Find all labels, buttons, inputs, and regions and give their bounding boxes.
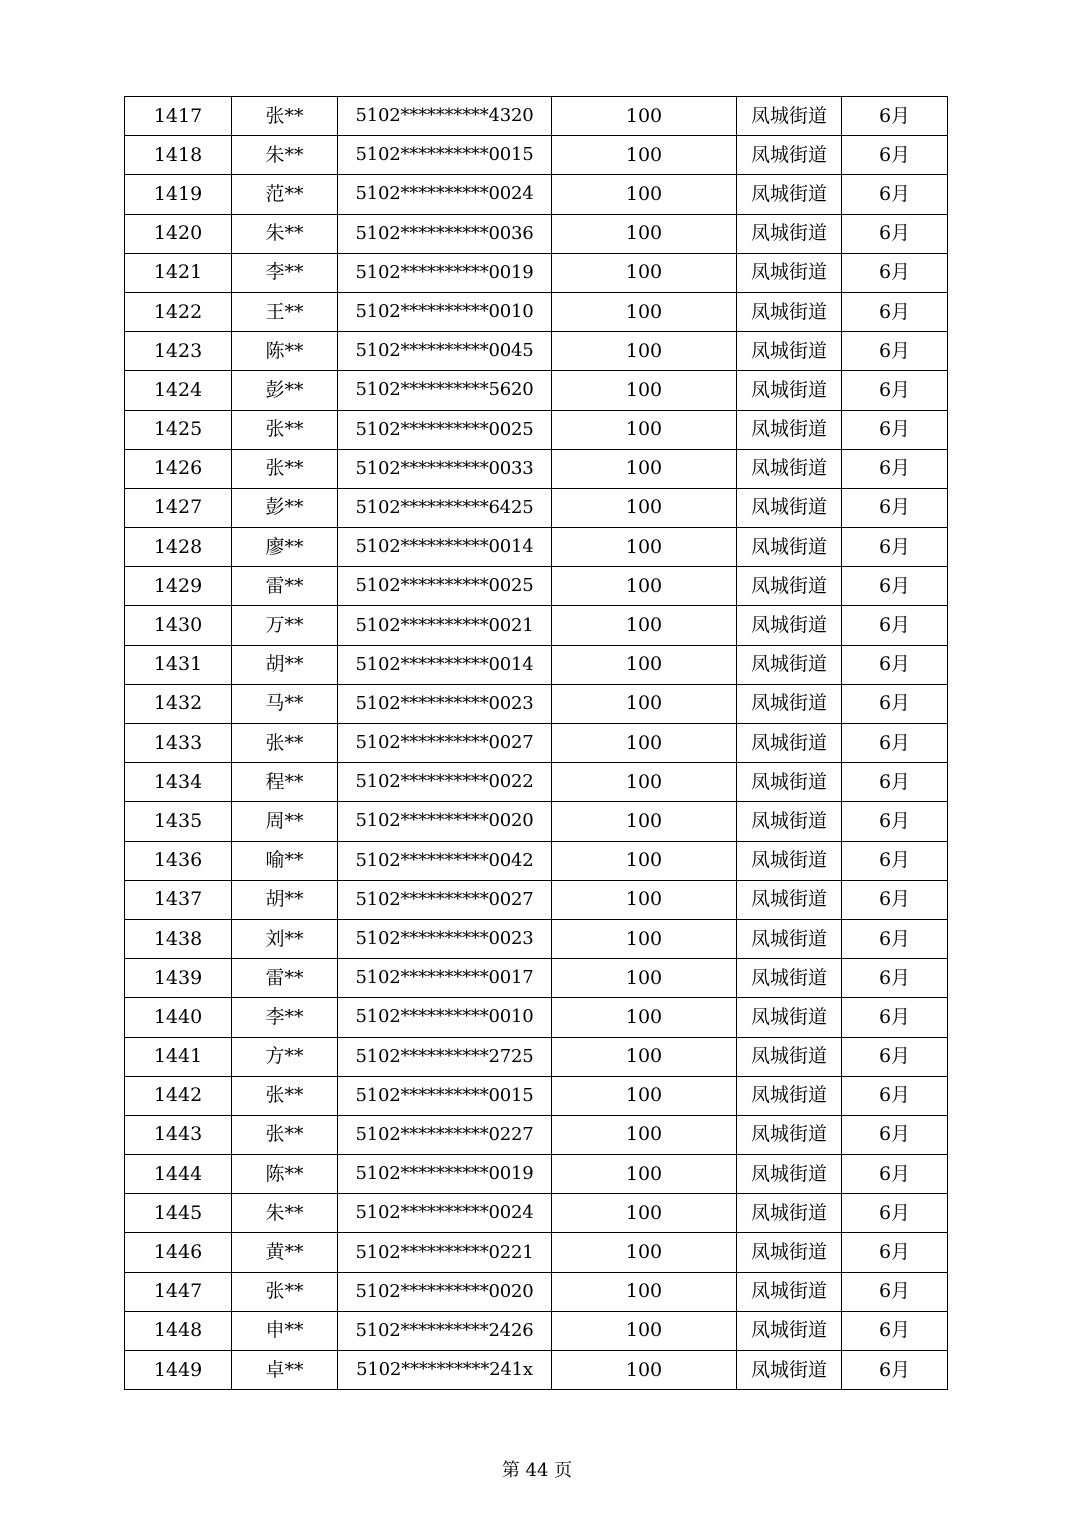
- id-number-cell: 5102**********0019: [338, 1155, 552, 1194]
- month-cell: 6月: [842, 919, 948, 958]
- table-row: [125, 959, 948, 998]
- street-cell: 凤城街道: [737, 136, 842, 175]
- amount-cell: 100: [552, 371, 737, 410]
- table-row: [125, 1351, 948, 1390]
- table-row: [125, 449, 948, 488]
- id-number-cell: 5102**********0017: [338, 959, 552, 998]
- id-number-cell: 5102**********0027: [338, 724, 552, 763]
- id-number-cell: 5102**********0033: [338, 449, 552, 488]
- street-cell: 凤城街道: [737, 606, 842, 645]
- serial-number-cell: 1423: [125, 332, 232, 371]
- table-row: [125, 1194, 948, 1233]
- street-cell: 凤城街道: [737, 1194, 842, 1233]
- table-row: [125, 841, 948, 880]
- name-cell: 张**: [232, 724, 338, 763]
- month-cell: 6月: [842, 1311, 948, 1350]
- amount-cell: 100: [552, 214, 737, 253]
- id-number-cell: 5102**********2725: [338, 1037, 552, 1076]
- serial-number-cell: 1430: [125, 606, 232, 645]
- month-cell: 6月: [842, 449, 948, 488]
- amount-cell: 100: [552, 449, 737, 488]
- amount-cell: 100: [552, 919, 737, 958]
- table-row: [125, 488, 948, 527]
- amount-cell: 100: [552, 841, 737, 880]
- serial-number-cell: 1438: [125, 919, 232, 958]
- id-number-cell: 5102**********0021: [338, 606, 552, 645]
- id-number-cell: 5102**********2426: [338, 1311, 552, 1350]
- month-cell: 6月: [842, 841, 948, 880]
- month-cell: 6月: [842, 567, 948, 606]
- id-number-cell: 5102**********0036: [338, 214, 552, 253]
- serial-number-cell: 1419: [125, 175, 232, 214]
- serial-number-cell: 1436: [125, 841, 232, 880]
- month-cell: 6月: [842, 684, 948, 723]
- table-row: [125, 802, 948, 841]
- name-cell: 申**: [232, 1311, 338, 1350]
- street-cell: 凤城街道: [737, 724, 842, 763]
- serial-number-cell: 1448: [125, 1311, 232, 1350]
- amount-cell: 100: [552, 97, 737, 136]
- street-cell: 凤城街道: [737, 684, 842, 723]
- amount-cell: 100: [552, 410, 737, 449]
- table-row: [125, 214, 948, 253]
- name-cell: 廖**: [232, 528, 338, 567]
- amount-cell: 100: [552, 998, 737, 1037]
- id-number-cell: 5102**********0019: [338, 253, 552, 292]
- month-cell: 6月: [842, 998, 948, 1037]
- serial-number-cell: 1439: [125, 959, 232, 998]
- table-row: [125, 1115, 948, 1154]
- serial-number-cell: 1420: [125, 214, 232, 253]
- table-row: [125, 1311, 948, 1350]
- serial-number-cell: 1435: [125, 802, 232, 841]
- serial-number-cell: 1425: [125, 410, 232, 449]
- street-cell: 凤城街道: [737, 919, 842, 958]
- serial-number-cell: 1431: [125, 645, 232, 684]
- name-cell: 张**: [232, 449, 338, 488]
- month-cell: 6月: [842, 1037, 948, 1076]
- amount-cell: 100: [552, 1115, 737, 1154]
- table-row: [125, 371, 948, 410]
- amount-cell: 100: [552, 606, 737, 645]
- street-cell: 凤城街道: [737, 214, 842, 253]
- street-cell: 凤城街道: [737, 292, 842, 331]
- name-cell: 万**: [232, 606, 338, 645]
- name-cell: 刘**: [232, 919, 338, 958]
- id-number-cell: 5102**********0221: [338, 1233, 552, 1272]
- amount-cell: 100: [552, 1037, 737, 1076]
- id-number-cell: 5102**********0025: [338, 567, 552, 606]
- name-cell: 张**: [232, 1115, 338, 1154]
- street-cell: 凤城街道: [737, 1115, 842, 1154]
- id-number-cell: 5102**********0023: [338, 684, 552, 723]
- amount-cell: 100: [552, 567, 737, 606]
- name-cell: 方**: [232, 1037, 338, 1076]
- table-row: [125, 528, 948, 567]
- name-cell: 张**: [232, 1076, 338, 1115]
- month-cell: 6月: [842, 97, 948, 136]
- month-cell: 6月: [842, 1194, 948, 1233]
- amount-cell: 100: [552, 1351, 737, 1390]
- name-cell: 朱**: [232, 214, 338, 253]
- name-cell: 张**: [232, 1272, 338, 1311]
- amount-cell: 100: [552, 332, 737, 371]
- street-cell: 凤城街道: [737, 1076, 842, 1115]
- amount-cell: 100: [552, 684, 737, 723]
- name-cell: 朱**: [232, 1194, 338, 1233]
- month-cell: 6月: [842, 802, 948, 841]
- id-number-cell: 5102**********6425: [338, 488, 552, 527]
- street-cell: 凤城街道: [737, 175, 842, 214]
- table-row: [125, 645, 948, 684]
- street-cell: 凤城街道: [737, 410, 842, 449]
- amount-cell: 100: [552, 528, 737, 567]
- street-cell: 凤城街道: [737, 998, 842, 1037]
- street-cell: 凤城街道: [737, 449, 842, 488]
- street-cell: 凤城街道: [737, 959, 842, 998]
- street-cell: 凤城街道: [737, 1233, 842, 1272]
- table-row: [125, 880, 948, 919]
- id-number-cell: 5102**********0024: [338, 175, 552, 214]
- street-cell: 凤城街道: [737, 841, 842, 880]
- serial-number-cell: 1432: [125, 684, 232, 723]
- table-body: [125, 97, 948, 1390]
- table-row: [125, 332, 948, 371]
- amount-cell: 100: [552, 292, 737, 331]
- street-cell: 凤城街道: [737, 1155, 842, 1194]
- id-number-cell: 5102**********0014: [338, 645, 552, 684]
- name-cell: 张**: [232, 97, 338, 136]
- name-cell: 张**: [232, 410, 338, 449]
- id-number-cell: 5102**********0020: [338, 802, 552, 841]
- month-cell: 6月: [842, 1115, 948, 1154]
- serial-number-cell: 1444: [125, 1155, 232, 1194]
- id-number-cell: 5102**********0015: [338, 1076, 552, 1115]
- amount-cell: 100: [552, 1311, 737, 1350]
- month-cell: 6月: [842, 332, 948, 371]
- amount-cell: 100: [552, 1233, 737, 1272]
- id-number-cell: 5102**********4320: [338, 97, 552, 136]
- table-row: [125, 1233, 948, 1272]
- serial-number-cell: 1443: [125, 1115, 232, 1154]
- amount-cell: 100: [552, 763, 737, 802]
- month-cell: 6月: [842, 1272, 948, 1311]
- id-number-cell: 5102**********0023: [338, 919, 552, 958]
- street-cell: 凤城街道: [737, 528, 842, 567]
- month-cell: 6月: [842, 1155, 948, 1194]
- id-number-cell: 5102**********0015: [338, 136, 552, 175]
- table-row: [125, 136, 948, 175]
- table-row: [125, 998, 948, 1037]
- month-cell: 6月: [842, 1076, 948, 1115]
- name-cell: 雷**: [232, 959, 338, 998]
- serial-number-cell: 1442: [125, 1076, 232, 1115]
- street-cell: 凤城街道: [737, 802, 842, 841]
- month-cell: 6月: [842, 1233, 948, 1272]
- name-cell: 彭**: [232, 371, 338, 410]
- serial-number-cell: 1441: [125, 1037, 232, 1076]
- street-cell: 凤城街道: [737, 763, 842, 802]
- name-cell: 彭**: [232, 488, 338, 527]
- id-number-cell: 5102**********0227: [338, 1115, 552, 1154]
- serial-number-cell: 1427: [125, 488, 232, 527]
- amount-cell: 100: [552, 724, 737, 763]
- id-number-cell: 5102**********0010: [338, 998, 552, 1037]
- month-cell: 6月: [842, 488, 948, 527]
- subsidy-list-table: [124, 96, 948, 1390]
- table-row: [125, 763, 948, 802]
- month-cell: 6月: [842, 371, 948, 410]
- serial-number-cell: 1421: [125, 253, 232, 292]
- serial-number-cell: 1440: [125, 998, 232, 1037]
- table-row: [125, 292, 948, 331]
- serial-number-cell: 1428: [125, 528, 232, 567]
- id-number-cell: 5102**********0025: [338, 410, 552, 449]
- name-cell: 王**: [232, 292, 338, 331]
- table-row: [125, 1155, 948, 1194]
- id-number-cell: 5102**********0042: [338, 841, 552, 880]
- id-number-cell: 5102**********5620: [338, 371, 552, 410]
- month-cell: 6月: [842, 645, 948, 684]
- month-cell: 6月: [842, 175, 948, 214]
- street-cell: 凤城街道: [737, 1037, 842, 1076]
- serial-number-cell: 1433: [125, 724, 232, 763]
- serial-number-cell: 1429: [125, 567, 232, 606]
- amount-cell: 100: [552, 645, 737, 684]
- name-cell: 喻**: [232, 841, 338, 880]
- serial-number-cell: 1424: [125, 371, 232, 410]
- id-number-cell: 5102**********0024: [338, 1194, 552, 1233]
- name-cell: 雷**: [232, 567, 338, 606]
- id-number-cell: 5102**********241x: [338, 1351, 552, 1390]
- street-cell: 凤城街道: [737, 1351, 842, 1390]
- amount-cell: 100: [552, 1272, 737, 1311]
- table-row: [125, 1076, 948, 1115]
- id-number-cell: 5102**********0020: [338, 1272, 552, 1311]
- table-row: [125, 724, 948, 763]
- table-row: [125, 684, 948, 723]
- month-cell: 6月: [842, 959, 948, 998]
- amount-cell: 100: [552, 1194, 737, 1233]
- amount-cell: 100: [552, 880, 737, 919]
- id-number-cell: 5102**********0014: [338, 528, 552, 567]
- name-cell: 程**: [232, 763, 338, 802]
- month-cell: 6月: [842, 292, 948, 331]
- serial-number-cell: 1446: [125, 1233, 232, 1272]
- table-row: [125, 567, 948, 606]
- month-cell: 6月: [842, 606, 948, 645]
- serial-number-cell: 1437: [125, 880, 232, 919]
- serial-number-cell: 1426: [125, 449, 232, 488]
- table-row: [125, 919, 948, 958]
- id-number-cell: 5102**********0027: [338, 880, 552, 919]
- month-cell: 6月: [842, 880, 948, 919]
- amount-cell: 100: [552, 136, 737, 175]
- amount-cell: 100: [552, 488, 737, 527]
- month-cell: 6月: [842, 410, 948, 449]
- month-cell: 6月: [842, 253, 948, 292]
- name-cell: 李**: [232, 998, 338, 1037]
- name-cell: 朱**: [232, 136, 338, 175]
- street-cell: 凤城街道: [737, 645, 842, 684]
- table-row: [125, 97, 948, 136]
- amount-cell: 100: [552, 802, 737, 841]
- table-row: [125, 410, 948, 449]
- name-cell: 陈**: [232, 1155, 338, 1194]
- serial-number-cell: 1422: [125, 292, 232, 331]
- table-row: [125, 1272, 948, 1311]
- amount-cell: 100: [552, 175, 737, 214]
- serial-number-cell: 1417: [125, 97, 232, 136]
- month-cell: 6月: [842, 528, 948, 567]
- name-cell: 周**: [232, 802, 338, 841]
- name-cell: 卓**: [232, 1351, 338, 1390]
- street-cell: 凤城街道: [737, 1272, 842, 1311]
- table-row: [125, 253, 948, 292]
- name-cell: 黄**: [232, 1233, 338, 1272]
- serial-number-cell: 1434: [125, 763, 232, 802]
- id-number-cell: 5102**********0022: [338, 763, 552, 802]
- serial-number-cell: 1445: [125, 1194, 232, 1233]
- id-number-cell: 5102**********0045: [338, 332, 552, 371]
- name-cell: 胡**: [232, 880, 338, 919]
- amount-cell: 100: [552, 959, 737, 998]
- street-cell: 凤城街道: [737, 253, 842, 292]
- page-number: 第 44 页: [501, 1460, 573, 1481]
- serial-number-cell: 1418: [125, 136, 232, 175]
- month-cell: 6月: [842, 724, 948, 763]
- month-cell: 6月: [842, 763, 948, 802]
- street-cell: 凤城街道: [737, 880, 842, 919]
- table-row: [125, 1037, 948, 1076]
- street-cell: 凤城街道: [737, 371, 842, 410]
- month-cell: 6月: [842, 1351, 948, 1390]
- table-row: [125, 606, 948, 645]
- serial-number-cell: 1449: [125, 1351, 232, 1390]
- name-cell: 胡**: [232, 645, 338, 684]
- name-cell: 马**: [232, 684, 338, 723]
- name-cell: 陈**: [232, 332, 338, 371]
- table-row: [125, 175, 948, 214]
- street-cell: 凤城街道: [737, 1311, 842, 1350]
- street-cell: 凤城街道: [737, 488, 842, 527]
- amount-cell: 100: [552, 253, 737, 292]
- month-cell: 6月: [842, 214, 948, 253]
- amount-cell: 100: [552, 1155, 737, 1194]
- street-cell: 凤城街道: [737, 97, 842, 136]
- id-number-cell: 5102**********0010: [338, 292, 552, 331]
- name-cell: 李**: [232, 253, 338, 292]
- street-cell: 凤城街道: [737, 332, 842, 371]
- month-cell: 6月: [842, 136, 948, 175]
- amount-cell: 100: [552, 1076, 737, 1115]
- street-cell: 凤城街道: [737, 567, 842, 606]
- serial-number-cell: 1447: [125, 1272, 232, 1311]
- name-cell: 范**: [232, 175, 338, 214]
